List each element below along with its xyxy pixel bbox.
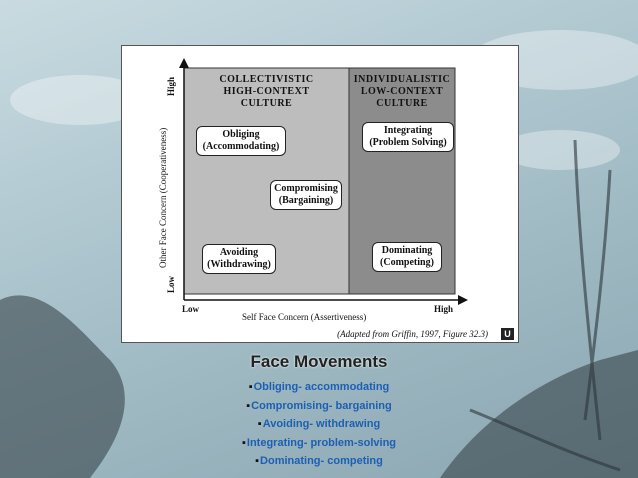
y-high-label: High bbox=[166, 76, 176, 96]
collectivistic-title: COLLECTIVISTIC HIGH-CONTEXT CULTURE bbox=[219, 74, 314, 109]
list-item: ▪ Dominating- competing bbox=[0, 452, 638, 471]
list-item: ▪ Integrating- problem-solving bbox=[0, 434, 638, 453]
figure-credit: (Adapted from Griffin, 1997, Figure 32.3) bbox=[337, 329, 488, 339]
avoiding-box: Avoiding (Withdrawing) bbox=[202, 244, 276, 274]
publisher-logo: U bbox=[501, 328, 514, 340]
list-item: ▪ Compromising- bargaining bbox=[0, 397, 638, 416]
dominating-box: Dominating (Competing) bbox=[372, 242, 442, 272]
y-low-label: Low bbox=[166, 275, 176, 293]
integrating-box: Integrating (Problem Solving) bbox=[362, 122, 454, 152]
compromising-box: Compromising (Bargaining) bbox=[270, 180, 342, 210]
bullet-list bbox=[0, 378, 638, 471]
x-low-label: Low bbox=[182, 304, 200, 314]
individualistic-title: INDIVIDUALISTIC LOW-CONTEXT CULTURE bbox=[353, 74, 451, 109]
list-item: ▪ Obliging- accommodating bbox=[0, 378, 638, 397]
obliging-box: Obliging (Accommodating) bbox=[196, 126, 286, 156]
y-axis-arrow bbox=[179, 58, 189, 68]
list-item: ▪ Avoiding- withdrawing bbox=[0, 415, 638, 434]
x-axis-title: Self Face Concern (Assertiveness) bbox=[242, 312, 367, 322]
x-axis-arrow bbox=[458, 295, 468, 305]
slide-title: Face Movements bbox=[250, 352, 388, 371]
y-axis-title: Other Face Concern (Cooperativeness) bbox=[158, 127, 168, 268]
x-high-label: High bbox=[434, 304, 454, 314]
conflict-styles-figure bbox=[121, 45, 519, 343]
